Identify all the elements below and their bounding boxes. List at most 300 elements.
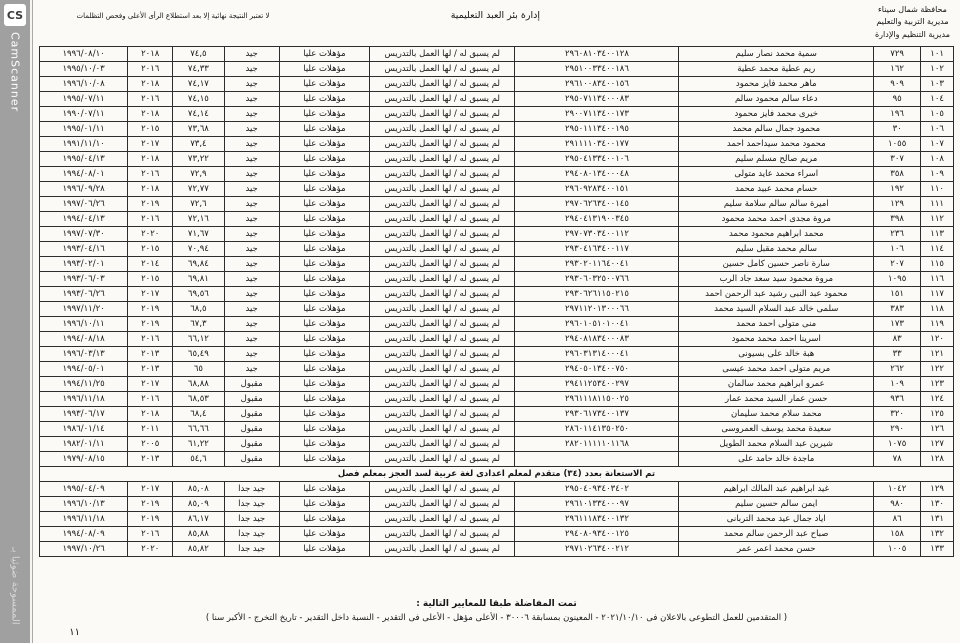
cell-date: ١٩٩٧/٠٧/٣٠ [40,227,128,242]
cell-date: ١٩٩٤/٠٤/١٣ [40,212,128,227]
cell-qualification: مؤهلات عليا [279,197,369,212]
cell-serial: ١٠٨ [921,152,954,167]
cell-nid: ٢٩٤٠٨٠١٣٤٠٠٠٤٨ [515,167,679,182]
cell-year: ٢٠١٨ [128,107,173,122]
cell-name: حسن عمار السيد محمد عمار [679,392,874,407]
cell-statement: لم يسبق له / لها العمل بالتدريس [369,452,515,467]
table-row [40,542,954,557]
camscanner-strip [0,0,30,643]
cell-statement: لم يسبق له / لها العمل بالتدريس [369,347,515,362]
cell-num: ١٥٨ [874,527,921,542]
cell-name: سلمى خالد عبد السلام السيد محمد [679,302,874,317]
cell-qualification: مؤهلات عليا [279,257,369,272]
cell-date: ١٩٩٥/٠١/١١ [40,122,128,137]
cell-date: ١٩٨٦/٠١/١٤ [40,422,128,437]
cell-date: ١٩٩٦/١٠/١٣ [40,497,128,512]
cell-score: ٦٦,٦٦ [173,422,224,437]
cell-name: مروة محمود سيد سعد جاد الرب [679,272,874,287]
cell-year: ٢٠١٧ [128,287,173,302]
cell-qualification: مؤهلات عليا [279,407,369,422]
cell-name: مروة مجدى احمد محمد محمود [679,212,874,227]
results-table-body [40,47,954,557]
cell-name: ريم عطية محمد عطية [679,62,874,77]
cell-qualification: مؤهلات عليا [279,377,369,392]
cell-statement: لم يسبق له / لها العمل بالتدريس [369,392,515,407]
cell-score: ٦٥ [173,362,224,377]
cell-score: ٦٩,٨١ [173,272,224,287]
candidates-results-table [39,46,954,557]
cell-name: دعاء سالم محمود سالم [679,92,874,107]
cell-score: ٥٤,٦ [173,452,224,467]
cell-nid: ٢٩٧١١٢٠١٣٠٠٠٦٦ [515,302,679,317]
cell-name: محمود جمال سالم محمد [679,122,874,137]
cell-num: ٧٨ [874,452,921,467]
cell-year: ٢٠١٦ [128,392,173,407]
table-row [40,137,954,152]
cell-name: حسن محمد اعمر عمر [679,542,874,557]
cell-grade: مقبول [224,437,279,452]
cell-statement: لم يسبق له / لها العمل بالتدريس [369,422,515,437]
cell-nid: ٢٩٦١٠١٣٣٤٠٠٠٩٧ [515,497,679,512]
cell-nid: ٢٩٥٠٤١٣٣٤٠٠١٠٦ [515,152,679,167]
cell-grade: جيد جدا [224,527,279,542]
cell-grade: جيد [224,62,279,77]
cell-serial: ١٣١ [921,512,954,527]
table-row [40,392,954,407]
table-row [40,512,954,527]
cell-nid: ٢٩٦١٠٠٨٣٤٠٠١٥٦ [515,77,679,92]
cell-num: ١٩٦ [874,107,921,122]
cell-date: ١٩٩٤/٠٨/١٨ [40,332,128,347]
cell-nid: ٢٩٦٠٩٢٨٣٤٠٠١٥١ [515,182,679,197]
table-row [40,107,954,122]
results-table-wrap [39,46,954,557]
cell-qualification: مؤهلات عليا [279,347,369,362]
table-row [40,497,954,512]
cell-qualification: مؤهلات عليا [279,77,369,92]
cell-serial: ١٠٣ [921,77,954,92]
table-row [40,47,954,62]
cell-statement: لم يسبق له / لها العمل بالتدريس [369,377,515,392]
table-row [40,227,954,242]
cell-num: ١٠٧٥ [874,437,921,452]
cell-nid [515,452,679,467]
cell-num: ٩٠٩ [874,77,921,92]
cell-year: ٢٠١٣ [128,452,173,467]
cell-year: ٢٠١٧ [128,377,173,392]
cell-qualification: مؤهلات عليا [279,167,369,182]
cell-year: ٢٠٠٥ [128,437,173,452]
cell-nid: ٢٩٥٠٤٠٩٣٤٠٣٤٠٢ [515,482,679,497]
cell-qualification: مؤهلات عليا [279,62,369,77]
cell-grade: جيد [224,272,279,287]
cell-year: ٢٠٢٠ [128,542,173,557]
cell-serial: ١٠١ [921,47,954,62]
cell-serial: ١٢٢ [921,362,954,377]
cell-num: ٣٢٠ [874,407,921,422]
cell-grade: جيد [224,287,279,302]
cell-statement: لم يسبق له / لها العمل بالتدريس [369,437,515,452]
cell-date: ١٩٩٥/٠٤/٠٩ [40,482,128,497]
table-row [40,77,954,92]
table-row [40,62,954,77]
cell-date: ١٩٩٦/١١/١٨ [40,512,128,527]
camscanner-brand-text: CamScanner [8,32,22,113]
cell-grade: مقبول [224,422,279,437]
cell-serial: ١٢٦ [921,422,954,437]
cell-score: ٦٨,٥ [173,302,224,317]
cell-num: ٢٠٧ [874,257,921,272]
cell-date: ١٩٩٦/١٠/٠٨ [40,77,128,92]
cell-grade: جيد [224,197,279,212]
cell-score: ٧٤,١٧ [173,77,224,92]
cell-statement: لم يسبق له / لها العمل بالتدريس [369,362,515,377]
cell-date: ١٩٩٥/٠٤/١٣ [40,152,128,167]
cell-num: ١٢٩ [874,197,921,212]
table-row [40,362,954,377]
organization-directorate-line: مديرية التنظيم والإدارة [874,29,950,39]
header-authority-block [875,4,950,41]
governorate-line: محافظة شمال سيناء [878,5,947,14]
cell-score: ٧٤,٣٣ [173,62,224,77]
table-row [40,92,954,107]
cell-score: ٦٨,٨٨ [173,377,224,392]
cell-qualification: مؤهلات عليا [279,137,369,152]
cell-statement: لم يسبق له / لها العمل بالتدريس [369,527,515,542]
cell-date: ١٩٩٦/٠٨/١٠ [40,47,128,62]
cell-name: اسرينا احمد محمد محمود [679,332,874,347]
cell-statement: لم يسبق له / لها العمل بالتدريس [369,317,515,332]
cell-date: ١٩٧٩/٠٨/١٥ [40,452,128,467]
table-row [40,302,954,317]
cell-num: ١٠٠٥ [874,542,921,557]
cell-statement: لم يسبق له / لها العمل بالتدريس [369,542,515,557]
cell-year: ٢٠١٧ [128,482,173,497]
cell-nid: ٢٩٦١١١٨١١٥٠٠٢٥ [515,392,679,407]
cell-nid: ٢٩٧٠٧٣٠٣٤٠٠١١٢ [515,227,679,242]
cell-nid: ٢٨٦٠١١٤١٣٥٠٢٥٠ [515,422,679,437]
cell-score: ٧٤,١٥ [173,92,224,107]
cell-num: ١٦٢ [874,62,921,77]
cell-statement: لم يسبق له / لها العمل بالتدريس [369,92,515,107]
cell-score: ٨٦,١٧ [173,512,224,527]
cell-grade: جيد [224,167,279,182]
criteria-title: تمت المفاضلة طبقا للمعايير التالية : [416,599,577,609]
cell-serial: ١٢٧ [921,437,954,452]
cell-year: ٢٠١٦ [128,332,173,347]
cell-name: مريم صالح مسلم سليم [679,152,874,167]
cell-nid: ٢٩٦٠٨١٠٣٤٠٠١٢٨ [515,47,679,62]
cell-serial: ١٠٩ [921,167,954,182]
cell-grade: مقبول [224,392,279,407]
criteria-line: ( المتقدمين للعمل التطوعى بالاعلان فى ٢٠٢١/١٠/١٠ - المعينون بمسابقة ٣٠٠٠٦ - الأعلى مؤهل - الأعلى فى التقدير - النسبة داخل التقدير - تاريخ التخرج - الأكبر سنا ) [205,613,788,623]
cell-num: ٣٨٣ [874,302,921,317]
cell-nid: ٢٩٣٠٢٠١١٦٤٠٠٤١ [515,257,679,272]
cell-date: ١٩٩٤/٠٨/٠١ [40,167,128,182]
cell-year: ٢٠١٧ [128,137,173,152]
cell-date: ١٩٨٢/٠١/١١ [40,437,128,452]
cell-num: ٨٣ [874,332,921,347]
cell-name: محمود عبد النبى رشيد عبد الرحمن احمد [679,287,874,302]
cell-nid: ٢٩٧٠٦٢٦٣٤٠٠١٤٥ [515,197,679,212]
cell-serial: ١١٢ [921,212,954,227]
cell-serial: ١٣٢ [921,527,954,542]
table-row [40,287,954,302]
cell-score: ٧٢,١٦ [173,212,224,227]
cell-date: ١٩٩١/١١/١٠ [40,137,128,152]
cell-score: ٦٨,٤ [173,407,224,422]
cell-date: ١٩٩٤/٠٥/٠١ [40,362,128,377]
cell-grade: جيد [224,92,279,107]
cell-num: ٣٠ [874,122,921,137]
cell-grade: جيد [224,182,279,197]
cell-grade: جيد [224,257,279,272]
cell-statement: لم يسبق له / لها العمل بالتدريس [369,212,515,227]
cell-score: ٧١,٦٧ [173,227,224,242]
cell-date: ١٩٩٠/٠٧/١١ [40,107,128,122]
cell-num: ١٠٩٥ [874,272,921,287]
cell-nid: ٢٨٢٠١١١١١٠١١٦٨ [515,437,679,452]
cell-serial: ١١٥ [921,257,954,272]
cell-grade: جيد [224,242,279,257]
cell-qualification: مؤهلات عليا [279,482,369,497]
cell-score: ٨٥,٨٢ [173,542,224,557]
cell-year: ٢٠١٨ [128,77,173,92]
cell-qualification: مؤهلات عليا [279,182,369,197]
cell-score: ٦٧,٣ [173,317,224,332]
cell-date: ١٩٩٧/١١/٢٠ [40,302,128,317]
table-row [40,242,954,257]
cell-num: ٢٣٦ [874,227,921,242]
cell-statement: لم يسبق له / لها العمل بالتدريس [369,197,515,212]
cell-qualification: مؤهلات عليا [279,422,369,437]
cell-date: ١٩٩٣/٠٦/٢٦ [40,287,128,302]
cell-qualification: مؤهلات عليا [279,107,369,122]
cell-score: ٧٤,٥ [173,47,224,62]
cell-year: ٢٠١٨ [128,47,173,62]
cell-num: ٩٥ [874,92,921,107]
cell-score: ٧٢,٦ [173,197,224,212]
cell-nid: ٢٩٣٠٤١٦٣٤٠٠١١٧ [515,242,679,257]
cell-grade: جيد [224,107,279,122]
cell-serial: ١٠٢ [921,62,954,77]
cell-name: غيد ابراهيم عبد المالك ابراهيم [679,482,874,497]
cell-year: ٢٠١٨ [128,407,173,422]
cell-qualification: مؤهلات عليا [279,287,369,302]
cell-date: ١٩٩٦/٠٣/١٣ [40,347,128,362]
cell-nid: ٢٩١١١١٠٣٤٠٠١٧٧ [515,137,679,152]
cell-year: ٢٠١٨ [128,152,173,167]
page-number: ١١ [69,627,80,638]
cell-statement: لم يسبق له / لها العمل بالتدريس [369,167,515,182]
table-row [40,212,954,227]
cell-name: اياد جمال عيد محمد التربانى [679,512,874,527]
cell-statement: لم يسبق له / لها العمل بالتدريس [369,257,515,272]
table-row [40,527,954,542]
cell-qualification: مؤهلات عليا [279,152,369,167]
cell-year: ٢٠١٦ [128,62,173,77]
cell-nid: ٢٩٦١١١٨٣٤٠٠١٣٢ [515,512,679,527]
table-row [40,407,954,422]
cell-grade: جيد جدا [224,482,279,497]
cell-name: هبة خالد على بسيونى [679,347,874,362]
table-row [40,422,954,437]
cell-statement: لم يسبق له / لها العمل بالتدريس [369,227,515,242]
cell-nid: ٢٩٣٠٦٢٦١١٥٠٢١٥ [515,287,679,302]
cell-nid: ٢٩٥١٠٠٣٣٤٠٠١٨٦ [515,62,679,77]
cell-grade: جيد [224,332,279,347]
table-row [40,122,954,137]
cell-name: محمد ابراهيم محمود محمد [679,227,874,242]
cell-year: ٢٠١٩ [128,497,173,512]
cell-serial: ١١٧ [921,287,954,302]
cell-year: ٢٠١٥ [128,242,173,257]
cell-year: ٢٠١٥ [128,122,173,137]
cell-serial: ١٢٩ [921,482,954,497]
cell-statement: لم يسبق له / لها العمل بالتدريس [369,407,515,422]
cell-date: ١٩٩٣/٠٤/١٦ [40,242,128,257]
cell-year: ٢٠١٣ [128,362,173,377]
cell-qualification: مؤهلات عليا [279,527,369,542]
cell-year: ٢٠١٤ [128,257,173,272]
cell-nid: ٢٩٧١٠٢٦٣٤٠٠٢١٢ [515,542,679,557]
cell-score: ٦٥,٤٩ [173,347,224,362]
cell-nid: ٢٩٤٠٨١٨٣٤٠٠٠٨٣ [515,332,679,347]
cell-qualification: مؤهلات عليا [279,272,369,287]
cell-date: ١٩٩٧/٠٦/٢٦ [40,197,128,212]
cell-nid: ٢٩٠٠٧١١٣٤٠٠١٧٣ [515,107,679,122]
cell-qualification: مؤهلات عليا [279,452,369,467]
cell-statement: لم يسبق له / لها العمل بالتدريس [369,152,515,167]
cell-qualification: مؤهلات عليا [279,512,369,527]
cell-serial: ١٢٣ [921,377,954,392]
cell-serial: ١٢٥ [921,407,954,422]
cell-statement: لم يسبق له / لها العمل بالتدريس [369,332,515,347]
cell-score: ٧٢,٧٧ [173,182,224,197]
result-disclaimer-note: لا تعتبر النتيجة نهائية إلا بعد استطلاع الرأى الأعلى وفحص التظلمات [76,12,270,20]
cell-date: ١٩٩٧/١٠/٢٦ [40,542,128,557]
scanned-document [33,0,960,643]
cell-num: ٣٥٨ [874,167,921,182]
cell-name: اسراء محمد عايد متولى [679,167,874,182]
cell-score: ٦١,٢٢ [173,437,224,452]
cell-date: ١٩٩٦/٠٩/٢٨ [40,182,128,197]
table-row [40,257,954,272]
camscanner-arabic-watermark: الممسوحة ضوئيا بـ [9,547,21,625]
cell-grade: جيد [224,227,279,242]
cell-num: ٩٣٦ [874,392,921,407]
cell-name: صباح عبد الرحمن سالم محمد [679,527,874,542]
table-row [40,332,954,347]
cell-nid: ٢٩٣٠٦٠٣٢٥٠٠٧٦٦ [515,272,679,287]
cell-statement: لم يسبق له / لها العمل بالتدريس [369,137,515,152]
cell-num: ٣٠٧ [874,152,921,167]
cell-grade: جيد [224,77,279,92]
cell-date: ١٩٩٦/١١/١٨ [40,392,128,407]
cell-serial: ١٠٧ [921,137,954,152]
cell-year: ٢٠١٥ [128,272,173,287]
merged-shortage-note: تم الاستعانة بعدد (٣٤) متقدم لمعلم اعدادى لغة عربية لسد العجز بمعلم فصل [40,467,954,482]
cell-date: ١٩٩٥/٠٧/١١ [40,92,128,107]
cell-name: شيرين عبد السلام محمد الطويل [679,437,874,452]
cell-nid: ٢٩٤٠٥٠١٣٤٠٠٧٥٠ [515,362,679,377]
administration-title: إدارة بئر العبد التعليمية [450,10,540,21]
cell-grade: جيد [224,137,279,152]
cell-statement: لم يسبق له / لها العمل بالتدريس [369,107,515,122]
table-row [40,482,954,497]
cell-year: ٢٠١٦ [128,527,173,542]
cell-statement: لم يسبق له / لها العمل بالتدريس [369,47,515,62]
cell-nid: ٢٩٥٠٧١١٣٤٠٠٠٨٣ [515,92,679,107]
cell-qualification: مؤهلات عليا [279,122,369,137]
cell-num: ٧٢٩ [874,47,921,62]
cell-statement: لم يسبق له / لها العمل بالتدريس [369,182,515,197]
cell-qualification: مؤهلات عليا [279,242,369,257]
cell-grade: جيد [224,212,279,227]
cell-nid: ٢٩٤٠٨٠٩٣٤٠٠١٢٥ [515,527,679,542]
cell-serial: ١٢٨ [921,452,954,467]
cell-nid: ٢٩٥٠١١١٣٤٠٠١٩٥ [515,122,679,137]
cell-num: ١٧٣ [874,317,921,332]
cell-score: ٨٥,٠٩ [173,497,224,512]
cell-name: سارة ناصر حسين كامل حسين [679,257,874,272]
cell-grade: جيد جدا [224,497,279,512]
cell-year: ٢٠١٩ [128,302,173,317]
cell-date: ١٩٩٣/٠٢/٠١ [40,257,128,272]
cell-name: منى متولى احمد محمد [679,317,874,332]
cell-year: ٢٠١٩ [128,512,173,527]
cell-qualification: مؤهلات عليا [279,332,369,347]
cell-name: ماجدة خالد حامد على [679,452,874,467]
cell-grade: جيد [224,302,279,317]
cell-qualification: مؤهلات عليا [279,92,369,107]
cell-name: عمرو ابراهيم محمد سالمان [679,377,874,392]
cell-statement: لم يسبق له / لها العمل بالتدريس [369,242,515,257]
cell-serial: ١٠٥ [921,107,954,122]
cell-nid: ٢٩٤٠٤١٣١٩٠٠٣٤٥ [515,212,679,227]
cell-score: ٧٣,٦٨ [173,122,224,137]
cell-name: حسام محمد عبيد محمد [679,182,874,197]
cell-serial: ١٣٣ [921,542,954,557]
cell-score: ٦٩,٥٦ [173,287,224,302]
cell-name: سعيدة محمد يوسف العمروسى [679,422,874,437]
cell-num: ١٩٢ [874,182,921,197]
cell-qualification: مؤهلات عليا [279,47,369,62]
cell-year: ٢٠١٣ [128,347,173,362]
cell-nid: ٢٩٦٠١٠٥١٠١٠٠٤١ [515,317,679,332]
cell-num: ١٠٥٥ [874,137,921,152]
cell-score: ٧٣,٢٢ [173,152,224,167]
cell-name: محمود محمد سيداحمد احمد [679,137,874,152]
cell-grade: جيد [224,122,279,137]
cell-statement: لم يسبق له / لها العمل بالتدريس [369,302,515,317]
cell-statement: لم يسبق له / لها العمل بالتدريس [369,287,515,302]
cell-score: ٧٤,١٤ [173,107,224,122]
cell-date: ١٩٩٤/١١/٢٥ [40,377,128,392]
cell-year: ٢٠١٦ [128,212,173,227]
cell-serial: ١٢٠ [921,332,954,347]
cell-score: ٧٠,٩٤ [173,242,224,257]
cell-serial: ١٢١ [921,347,954,362]
cell-grade: جيد [224,152,279,167]
cell-year: ٢٠١٨ [128,182,173,197]
cell-serial: ١٠٦ [921,122,954,137]
cell-date: ١٩٩٣/٠٦/٠٣ [40,272,128,287]
cell-num: ١٠٤٢ [874,482,921,497]
table-row [40,167,954,182]
cell-serial: ١١٨ [921,302,954,317]
cell-grade: جيد [224,47,279,62]
